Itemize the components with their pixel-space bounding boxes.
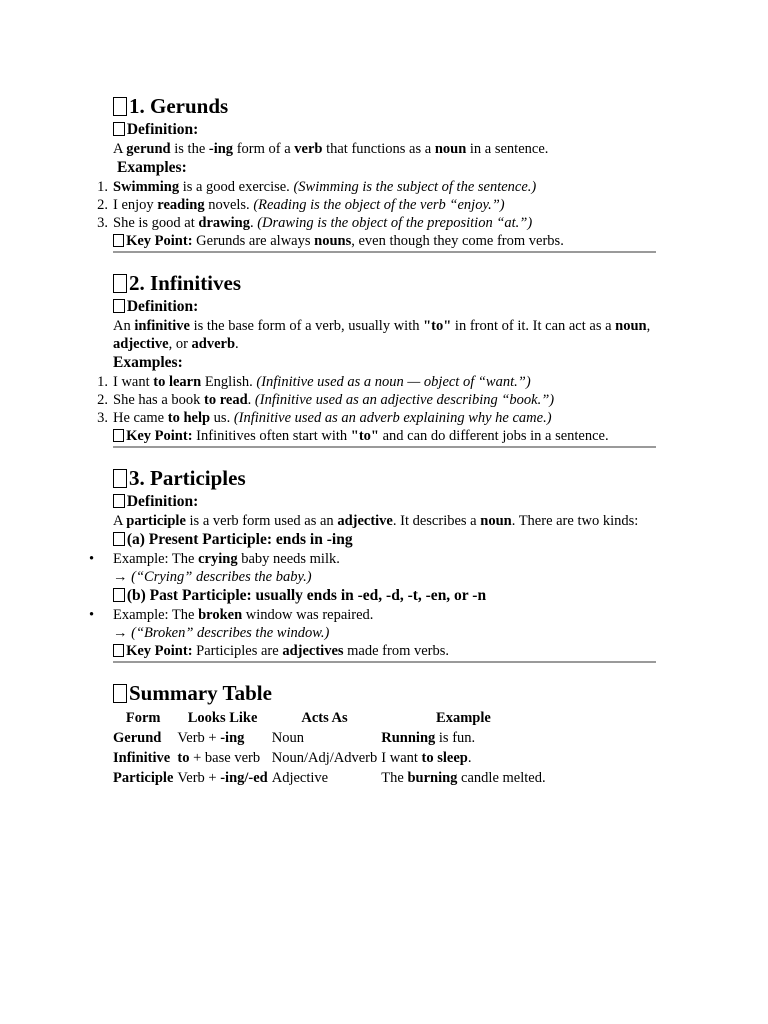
- section-summary: [113, 679, 656, 788]
- list-item: 3. He came to help us. (Infinitive used as an adverb explaining why he came.): [97, 410, 552, 426]
- list-item: • Example: The broken window was repaired. → (“Broken” describes the window.): [89, 607, 374, 641]
- column-header: Looks Like: [187, 710, 258, 726]
- key-point: Key Point: Participles are adjectives made from verbs.: [113, 642, 656, 660]
- emoji-placeholder-icon: [113, 299, 125, 313]
- list-item: • Example: The crying baby needs milk. → (“Crying” describes the baby.): [89, 551, 340, 585]
- list-item: 2. I enjoy reading novels. (Reading is the object of the verb “enjoy.”): [97, 197, 505, 213]
- key-point: Key Point: Gerunds are always nouns, even though they come from verbs.: [113, 232, 656, 250]
- section-participles: [89, 464, 656, 663]
- emoji-placeholder-icon: [113, 684, 127, 703]
- column-header: Example: [436, 710, 491, 726]
- table-cell: Noun/Adj/Adverb: [271, 750, 378, 766]
- arrow-icon: →: [113, 625, 128, 641]
- table-cell: Adjective: [271, 770, 329, 786]
- table-row: [113, 768, 550, 788]
- emoji-placeholder-icon: [113, 429, 124, 442]
- table-row: [113, 728, 550, 748]
- emoji-placeholder-icon: [113, 97, 127, 116]
- emoji-placeholder-icon: [113, 234, 124, 247]
- key-point: Key Point: Infinitives often start with "to" and can do different jobs in a sentence.: [113, 427, 656, 445]
- table-cell: Running is fun.: [381, 730, 476, 746]
- column-header: Form: [125, 710, 161, 726]
- list-item: 1. I want to learn English. (Infinitive used as a noun — object of “want.”): [97, 374, 531, 390]
- definition-heading: Definition:: [113, 492, 656, 512]
- bullet-icon: •: [89, 607, 95, 623]
- table-cell: The burning candle melted.: [381, 770, 546, 786]
- list-item: 2. She has a book to read. (Infinitive used as an adjective describing “book.”): [97, 392, 555, 408]
- emoji-placeholder-icon: [113, 588, 125, 602]
- section-infinitives: [97, 269, 656, 448]
- table-cell: Infinitive: [113, 750, 171, 766]
- definition-heading: Definition:: [113, 120, 656, 140]
- table-cell: Verb + -ing/-ed: [177, 770, 268, 786]
- definition-text: A gerund is the -ing form of a verb that functions as a noun in a sentence.: [113, 141, 549, 157]
- section-title: 1. Gerunds: [113, 92, 656, 120]
- section-title: 2. Infinitives: [113, 269, 656, 297]
- emoji-placeholder-icon: [113, 532, 125, 546]
- emoji-placeholder-icon: [113, 122, 125, 136]
- table-cell: to + base verb: [177, 750, 261, 766]
- examples-heading: Examples:: [113, 354, 183, 371]
- definition-text: An infinitive is the base form of a verb, usually with "to" in front of it. It can act as a noun, adjective, or adverb.: [113, 318, 651, 352]
- table-cell: I want to sleep.: [381, 750, 472, 766]
- list-item: 3. She is good at drawing. (Drawing is the object of the preposition “at.”): [97, 215, 533, 231]
- examples-heading: Examples:: [117, 159, 187, 176]
- emoji-placeholder-icon: [113, 274, 127, 293]
- table-cell: Verb + -ing: [177, 730, 245, 746]
- section-title: Summary Table: [113, 679, 656, 707]
- examples-list: [97, 178, 656, 232]
- bullet-list: [89, 550, 656, 586]
- definition-heading: Definition:: [113, 297, 656, 317]
- bullet-list: [89, 606, 656, 642]
- section-gerunds: [97, 92, 656, 253]
- section-title: 3. Participles: [113, 464, 656, 492]
- subsection-heading-present: (a) Present Participle: ends in -ing: [113, 530, 656, 550]
- horizontal-rule: [113, 661, 656, 663]
- horizontal-rule: [113, 251, 656, 253]
- emoji-placeholder-icon: [113, 494, 125, 508]
- definition-text: A participle is a verb form used as an adjective. It describes a noun. There are two kinds:: [113, 513, 639, 529]
- subsection-heading-past: (b) Past Participle: usually ends in -ed, -d, -t, -en, or -n: [113, 586, 656, 606]
- table-cell: Gerund: [113, 730, 162, 746]
- table-cell: Noun: [271, 730, 304, 746]
- summary-table: [113, 708, 550, 788]
- emoji-placeholder-icon: [113, 469, 127, 488]
- table-header-row: [113, 708, 550, 728]
- emoji-placeholder-icon: [113, 644, 124, 657]
- column-header: Acts As: [301, 710, 348, 726]
- examples-list: [97, 373, 656, 427]
- table-row: [113, 748, 550, 768]
- list-item: 1. Swimming is a good exercise. (Swimming is the subject of the sentence.): [97, 179, 537, 195]
- horizontal-rule: [113, 446, 656, 448]
- table-cell: Participle: [113, 770, 174, 786]
- arrow-icon: →: [113, 569, 128, 585]
- bullet-icon: •: [89, 551, 95, 567]
